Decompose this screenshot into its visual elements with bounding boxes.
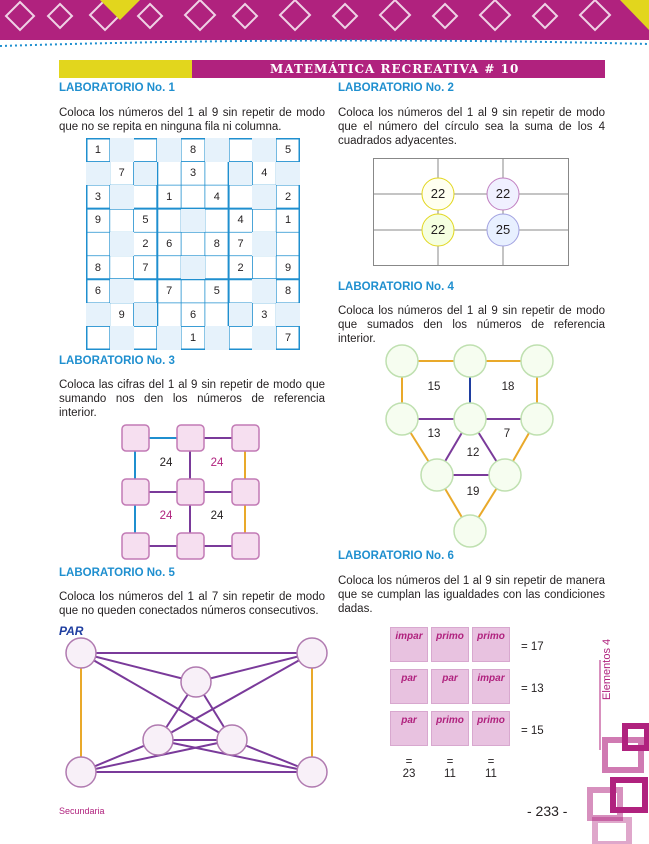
sudoku-cell — [276, 232, 300, 256]
dotted-line — [0, 38, 649, 48]
sudoku-cell — [252, 138, 276, 162]
lab6-col-sum: 11 — [444, 768, 456, 780]
lab3-ref: 24 — [210, 457, 224, 469]
sudoku-cell: 5 — [213, 285, 220, 298]
lab6-col-sum: 11 — [485, 768, 497, 780]
lab6-col-eq: = — [405, 756, 413, 768]
lab6-col-eq: = — [446, 756, 454, 768]
lab5-text: Coloca los números del 1 al 7 sin repetir de modo que no queden conectados números consecutivos. — [59, 591, 325, 617]
sudoku-cell: 4 — [237, 214, 244, 227]
lab4-ref: 7 — [503, 428, 511, 440]
sudoku-cell: 1 — [166, 190, 173, 203]
sudoku-cell — [157, 326, 181, 350]
sudoku-cell: 9 — [94, 214, 101, 227]
sudoku-cell — [110, 185, 134, 209]
lab2-circle-value: 22 — [430, 222, 446, 237]
lab5-title: LABORATORIO No. 5 — [59, 567, 175, 579]
lab6-text: Coloca los números del 1 al 9 sin repetir de manera que se cumplan las igualdades con las condiciones dadas. — [338, 575, 605, 615]
lab6-cell: par — [390, 669, 428, 704]
sudoku-cell: 8 — [213, 238, 220, 251]
diamond-pattern-decoration — [0, 0, 649, 40]
sudoku-cell: 2 — [237, 261, 244, 274]
sudoku-cell — [229, 326, 253, 350]
sudoku-cell — [181, 256, 205, 280]
sudoku-cell — [229, 162, 253, 186]
sudoku-cell: 3 — [261, 308, 268, 321]
sudoku-cell: 2 — [285, 190, 292, 203]
sudoku-cell: 9 — [285, 261, 292, 274]
lab6-cell: primo — [431, 711, 469, 746]
lab2-circle-value: 22 — [430, 186, 446, 201]
lab3-text: Coloca las cifras del 1 al 9 sin repetir de modo que sumando nos den los números de referencia interior. — [59, 379, 325, 419]
sudoku-cell: 7 — [237, 238, 244, 251]
lab6-row-sum: = 13 — [521, 683, 544, 695]
sudoku-cell — [205, 162, 229, 186]
sudoku-cell — [276, 162, 300, 186]
sudoku-cell — [205, 326, 229, 350]
sudoku-cell — [134, 279, 158, 303]
sudoku-cell — [86, 326, 110, 350]
sudoku-cell — [157, 256, 181, 280]
sudoku-cell: 6 — [166, 238, 173, 251]
sudoku-cell — [252, 209, 276, 233]
lab4-ref: 15 — [427, 381, 441, 393]
sudoku-cell — [110, 326, 134, 350]
lab6-title: LABORATORIO No. 6 — [338, 550, 454, 562]
sudoku-cell — [157, 138, 181, 162]
lab6-row-sum: = 17 — [521, 641, 544, 653]
sudoku-cell — [229, 185, 253, 209]
sudoku-cell — [157, 303, 181, 327]
sudoku-cell — [252, 326, 276, 350]
lab4-text: Coloca los números del 1 al 9 sin repetir de modo que sumados den los números de referencia interior. — [338, 305, 605, 345]
lab4-title: LABORATORIO No. 4 — [338, 281, 454, 293]
sudoku-cell: 1 — [94, 143, 101, 156]
sudoku-cell: 7 — [118, 167, 125, 180]
sudoku-cell — [134, 303, 158, 327]
sudoku-cell — [252, 232, 276, 256]
side-decoration — [575, 640, 649, 844]
lab2-circle-value: 22 — [495, 186, 511, 201]
lab4-ref: 13 — [427, 428, 441, 440]
sudoku-cell — [252, 279, 276, 303]
sudoku-cell: 8 — [94, 261, 101, 274]
sudoku-cell: 1 — [189, 332, 197, 345]
lab2-grid — [373, 158, 569, 266]
sudoku-cell — [110, 209, 134, 233]
sudoku-cell: 6 — [189, 308, 197, 321]
lab3-ref: 24 — [159, 510, 173, 522]
sudoku-cell — [134, 326, 158, 350]
lab4-diagram — [382, 342, 558, 550]
lab6-cell: primo — [431, 627, 469, 662]
sudoku-cell — [252, 256, 276, 280]
side-label: Elementos 4 — [601, 638, 613, 700]
lab3-title: LABORATORIO No. 3 — [59, 355, 175, 367]
lab3-diagram — [118, 422, 263, 562]
sudoku-cell — [205, 138, 229, 162]
sudoku-cell — [205, 303, 229, 327]
lab2-text: Coloca los números del 1 al 9 sin repetir de modo que el número del círculo sea la suma de los 4 cuadrados adyacentes. — [338, 107, 605, 147]
sudoku-cell: 3 — [189, 167, 197, 180]
sudoku-cell — [110, 256, 134, 280]
lab6-row-sum: = 15 — [521, 725, 544, 737]
sudoku-cell — [110, 232, 134, 256]
sudoku-cell: 8 — [285, 285, 292, 298]
sudoku-cell — [252, 185, 276, 209]
header-bar-yellow — [59, 60, 192, 78]
sudoku-cell: 6 — [94, 285, 101, 298]
sudoku-cell — [181, 185, 205, 209]
lab5-diagram — [62, 636, 332, 794]
sudoku-cell: 7 — [285, 332, 292, 345]
sudoku-cell — [181, 279, 205, 303]
lab6-cell: primo — [472, 711, 510, 746]
sudoku-cell: 5 — [142, 214, 149, 227]
sudoku-cell — [276, 303, 300, 327]
sudoku-cell — [86, 232, 110, 256]
lab4-ref: 12 — [466, 447, 480, 459]
sudoku-cell — [205, 209, 229, 233]
sudoku-grid — [86, 138, 300, 350]
sudoku-cell — [157, 162, 181, 186]
sudoku-cell: 5 — [285, 143, 292, 156]
sudoku-cell: 4 — [213, 190, 220, 203]
sudoku-cell — [229, 303, 253, 327]
sudoku-cell — [157, 209, 181, 233]
lab2-title: LABORATORIO No. 2 — [338, 82, 454, 94]
lab6-cell: par — [431, 669, 469, 704]
lab6-cell: impar — [390, 627, 428, 662]
sudoku-cell — [181, 209, 205, 233]
sudoku-cell: 3 — [94, 190, 101, 203]
lab6-cell: par — [390, 711, 428, 746]
lab3-ref: 24 — [159, 457, 173, 469]
lab1-title: LABORATORIO No. 1 — [59, 82, 175, 94]
lab5-label: PAR — [59, 624, 84, 638]
sudoku-cell — [86, 303, 110, 327]
page-number: - 233 - — [527, 803, 568, 819]
sudoku-cell — [181, 232, 205, 256]
sudoku-cell — [86, 162, 110, 186]
sudoku-cell — [110, 279, 134, 303]
lab6-cell: impar — [472, 669, 510, 704]
sudoku-cell: 4 — [261, 167, 268, 180]
lab3-ref: 24 — [210, 510, 224, 522]
lab2-circle-value: 25 — [495, 222, 511, 237]
page-title: MATEMÁTICA RECREATIVA # 10 — [270, 62, 520, 76]
sudoku-cell: 7 — [142, 261, 149, 274]
sudoku-cell: 1 — [285, 214, 292, 227]
lab4-ref: 18 — [501, 381, 515, 393]
lab1-text: Coloca los números del 1 al 9 sin repetir de modo que no se repita en ninguna fila ni columna. — [59, 107, 325, 133]
lab4-ref: 19 — [466, 486, 480, 498]
footer-left: Secundaria — [59, 806, 105, 816]
sudoku-cell: 8 — [189, 143, 197, 156]
lab6-col-sum: 23 — [402, 768, 416, 780]
top-band — [0, 0, 649, 40]
sudoku-cell — [134, 138, 158, 162]
sudoku-cell — [110, 138, 134, 162]
lab6-col-eq: = — [487, 756, 495, 768]
sudoku-cell: 2 — [142, 238, 149, 251]
sudoku-cell — [205, 256, 229, 280]
lab6-cell: primo — [472, 627, 510, 662]
sudoku-cell — [229, 279, 253, 303]
sudoku-cell: 9 — [118, 308, 125, 321]
sudoku-cell — [134, 185, 158, 209]
sudoku-cell: 7 — [166, 285, 173, 298]
sudoku-cell — [134, 162, 158, 186]
sudoku-cell — [229, 138, 253, 162]
